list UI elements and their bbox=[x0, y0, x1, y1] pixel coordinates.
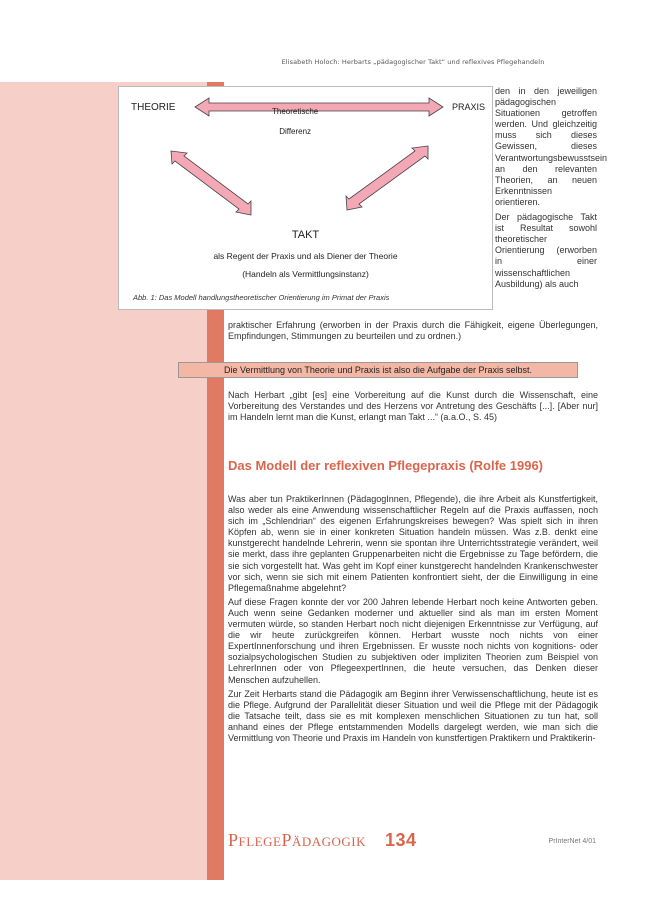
figure-label-praxis: PRAXIS bbox=[451, 102, 485, 112]
continuation-text: praktischer Erfahrung (erworben in der Praxis durch die Fähigkeit, eigene Überlegungen, Empfindungen, Stimmungen zu beurteilen und zu ordnen.) bbox=[228, 320, 598, 342]
figure-subtitle-handeln: (Handeln als Vermittlungsinstanz) bbox=[242, 269, 369, 279]
journal-name: PflegePädagogik bbox=[228, 830, 367, 850]
figure-label-takt: TAKT bbox=[291, 229, 320, 241]
figure-label-theoretische-differenz bbox=[272, 102, 318, 142]
page-number: 134 bbox=[385, 830, 417, 850]
body-text bbox=[228, 494, 598, 744]
highlight-box: Die Vermittlung von Theorie und Praxis ist also die Aufgabe der Praxis selbst. bbox=[178, 362, 578, 378]
section-heading: Das Modell der reflexiven Pflegepraxis (Rolfe 1996) bbox=[228, 458, 544, 473]
running-head: Elisabeth Holoch: Herbarts „pädagogischer Takt“ und reflexives Pflegehandeln bbox=[281, 58, 545, 66]
right-column-paragraph: Der pädagogische Takt ist Resultat sowohl theoretischer Orientierung (erworben in einer wissenschaftlichen Ausbildung) als auch bbox=[495, 212, 597, 289]
body-paragraph: Auf diese Fragen konnte der vor 200 Jahren lebende Herbart noch keine Antworten geben. Auch wenn seine Gedanken moderner und aktueller sind als man im ersten Moment vermuten würde, so standen Herbart noch nicht diejenigen Erkenntnisse zur Verfügung, auf die wir heute zurückgreifen können. Herbart wusste noch nichts von einer ExpertInnenforschung und ihren Ergebnissen. Er wusste noch nichts von kognitions- oder sozialpsychologischen Studien zu subjektiven oder impliziten Theorien zum Beispiel von LehrerInnen oder von PflegeexpertInnen, die heute versuchen, das Denken dieser Menschen aufzuhellen. bbox=[228, 596, 598, 685]
herbart-quote bbox=[228, 390, 598, 423]
figure-label-theorie: THEORIE bbox=[131, 102, 176, 113]
figure-label-theoretische: Theoretische bbox=[272, 107, 319, 116]
quote-text: Nach Herbart „gibt [es] eine Vorbereitung auf die Kunst durch die Wissenschaft, eine Vorbereitung des Verstandes und des Herzens vor Antretung des Geschäfts [...]. [Aber nur] im Handeln lernt man die Kunst, erlangt man Takt ...“ (a.a.O., S. 45) bbox=[228, 390, 598, 423]
figure-box bbox=[118, 86, 493, 310]
arrow-theorie-praxis bbox=[195, 98, 443, 116]
right-column-paragraph: den in den jeweiligen pädagogischen Situationen getroffen werden. Und gleichzeitig muss sich dieses Gewissen, dieses Verantwortungsbewusstsein an den relevanten Theorien, an neuen Erkenntnissen orientieren. bbox=[495, 86, 608, 207]
right-column-text bbox=[495, 86, 608, 290]
body-paragraph: Was aber tun PraktikerInnen (PädagogInnen, Pflegende), die ihre Arbeit als Kunstfertigkeit, also weder als eine Anwendung wissenschaftlicher Regeln auf die Praxis auffassen, noch sich im „Schlendrian“ des eigenen Erfahrungskreises bewegen? Was spielt sich in ihren Köpfen ab, wenn sie in einer konkreten Situation handeln müssen. Was z.B. denkt eine kunstgerecht handelnde Lehrerin, wenn sie spontan ihre Unterrichtsstrategie verändert, weil sie merkt, dass ihre geplanten Gruppenarbeiten nicht die Ergebnisse zu Tage befördern, die sie sich vorgestellt hat. Was geht im Kopf einer kunstgerecht handelnden Krankenschwester vor sich, wenn sie sich mit einem Patienten konfrontiert sieht, der die Einwilligung in eine Pflegemaßnahme abgelehnt? bbox=[228, 494, 598, 593]
figure-subtitle-regent: als Regent der Praxis und als Diener der Theorie bbox=[213, 251, 398, 261]
figure-caption: Abb. 1: Das Modell handlungstheoretischer Orientierung im Primat der Praxis bbox=[133, 293, 390, 302]
footer-journal-title bbox=[228, 830, 417, 851]
footer-issue: PrInterNet 4/01 bbox=[548, 838, 596, 845]
continuation-paragraph bbox=[228, 320, 598, 342]
arrow-theorie-takt bbox=[171, 151, 251, 215]
arrow-praxis-takt bbox=[346, 146, 428, 210]
body-paragraph: Zur Zeit Herbarts stand die Pädagogik am Beginn ihrer Verwissenschaftlichung, heute ist es die Pflege. Aufgrund der Parallelität dieser Situation und weil die Pflege mit der Pädagogik die Tatsache teilt, dass sie es mit komplexen menschlichen Situationen zu tun hat, soll anhand eines der Pflege entstammenden Modells dargelegt werden, wie man sich die Vermittlung von Theorie und Praxis im Handeln von kunstfertigen Praktikern und Praktikerin- bbox=[228, 688, 598, 743]
figure-label-differenz: Differenz bbox=[279, 127, 312, 136]
